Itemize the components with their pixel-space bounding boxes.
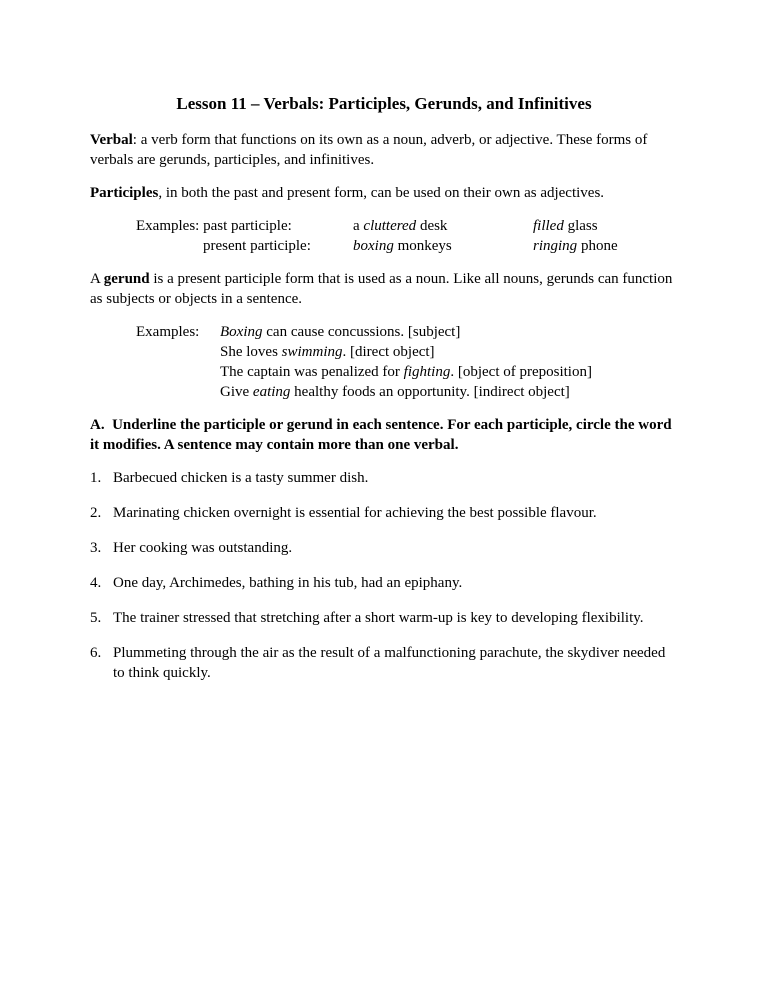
gerund-examples-label: Examples: (136, 324, 200, 340)
question-list (90, 468, 678, 683)
gerund-definition-paragraph: A gerund is a present participle form that is used as a noun. Like all nouns, gerunds can function as subjects or objects in a sentence. (90, 271, 673, 307)
question-number: 4. (90, 575, 102, 591)
exercise-a-heading: A. Underline the participle or gerund in each sentence. For each participle, circle the word it modifies. A sentence may contain more than one verbal. (90, 417, 676, 453)
question-text: One day, Archimedes, bathing in his tub, had an epiphany. (113, 575, 463, 591)
question-number: 6. (90, 645, 102, 661)
participle-example-row-past (90, 216, 678, 236)
question-item-2 (90, 503, 678, 523)
gerund-examples-block (90, 322, 678, 402)
past-participle-example-1: a cluttered desk (353, 218, 448, 234)
verbal-definition-paragraph (90, 130, 678, 170)
present-participle-example-1: boxing monkeys (353, 238, 452, 254)
verbal-term: Verbal (90, 132, 133, 148)
participle-examples-table (90, 216, 678, 256)
question-text: Barbecued chicken is a tasty summer dish. (113, 470, 369, 486)
question-number: 3. (90, 540, 102, 556)
question-text: Plummeting through the air as the result of a malfunctioning parachute, the skydiver needed to think quickly. (113, 645, 666, 681)
question-number: 1. (90, 470, 102, 486)
question-item-4 (90, 573, 678, 593)
participles-definition-paragraph (90, 183, 678, 203)
question-text: Her cooking was outstanding. (113, 540, 293, 556)
gerund-example-indirect-object: Give eating healthy foods an opportunity. [indirect object] (220, 384, 570, 400)
present-participle-example-2: ringing phone (533, 238, 618, 254)
participle-example-row-present (90, 236, 678, 256)
gerund-example-subject: Boxing can cause concussions. [subject] (220, 324, 461, 340)
question-number: 2. (90, 505, 102, 521)
gerund-example-direct-object: She loves swimming. [direct object] (220, 344, 435, 360)
document-title: Lesson 11 – Verbals: Participles, Gerunds, and Infinitives (176, 94, 592, 113)
question-item-3 (90, 538, 678, 558)
question-text: The trainer stressed that stretching after a short warm-up is key to developing flexibility. (113, 610, 644, 626)
participles-definition-text: , in both the past and present form, can be used on their own as adjectives. (158, 185, 605, 201)
question-number: 5. (90, 610, 102, 626)
past-participle-label: Examples: past participle: (136, 218, 292, 234)
question-item-6 (90, 643, 678, 683)
participles-term: Participles (90, 185, 159, 201)
past-participle-example-2: filled glass (533, 218, 598, 234)
question-item-1 (90, 468, 678, 488)
gerund-term: gerund (103, 271, 150, 287)
gerund-examples-lines (220, 322, 678, 402)
question-text: Marinating chicken overnight is essential for achieving the best possible flavour. (113, 505, 597, 521)
present-participle-label: present participle: (203, 238, 311, 254)
gerund-definition-text: is a present participle form that is used as a noun. Like all nouns, gerunds can function as subjects or objects in a sentence. (90, 271, 673, 307)
question-item-5 (90, 608, 678, 628)
verbal-definition-text: : a verb form that functions on its own as a noun, adverb, or adjective. These forms of verbals are gerunds, participles, and infinitives. (90, 132, 648, 168)
gerund-example-object-of-preposition: The captain was penalized for fighting. [object of preposition] (220, 364, 592, 380)
